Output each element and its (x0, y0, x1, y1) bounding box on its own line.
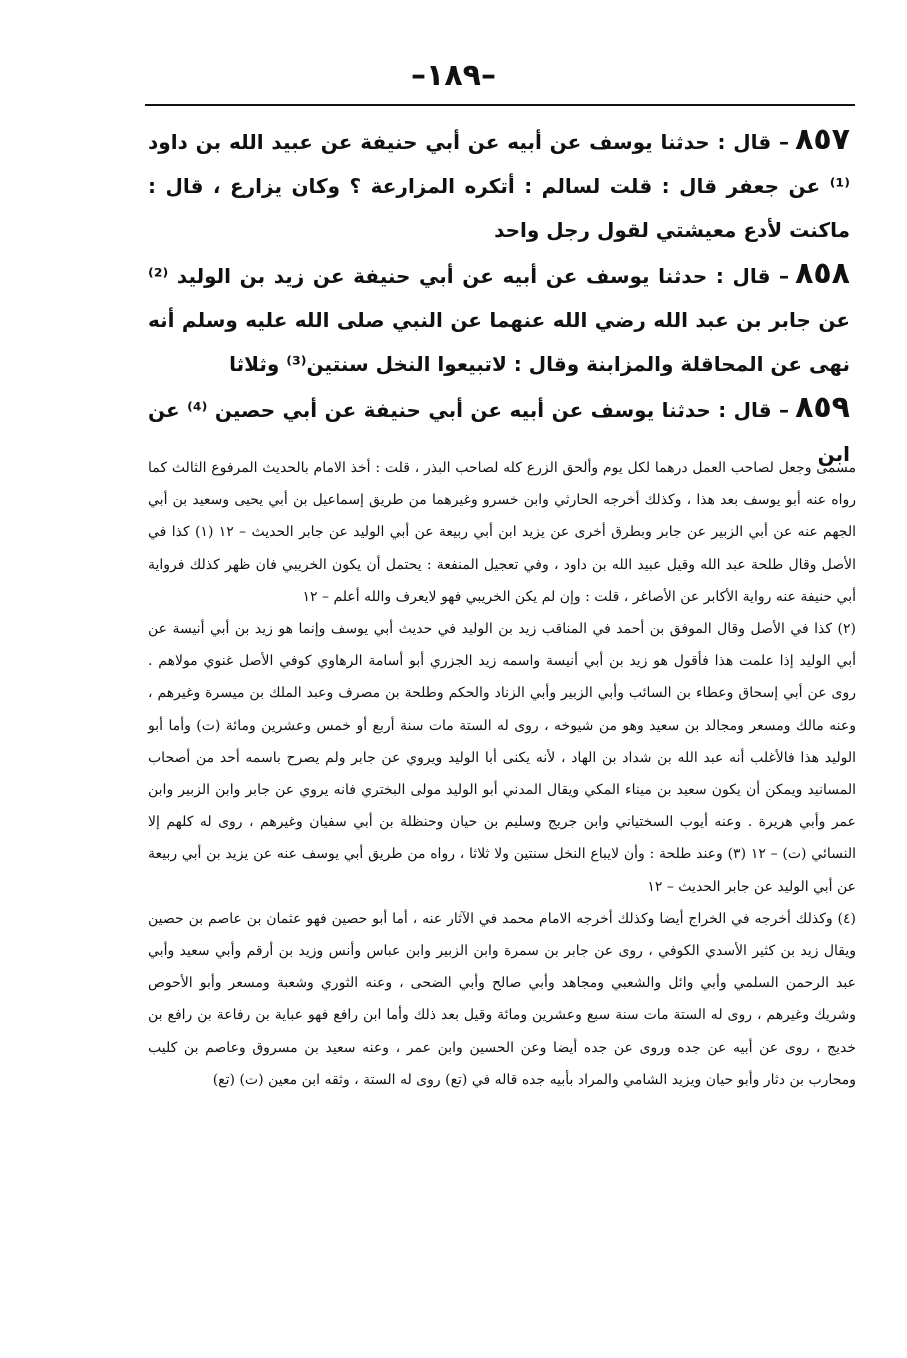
hadith-number: ٨٥٨ (795, 256, 850, 291)
hadith-text: – قال : حدثنا يوسف عن أبيه عن أبي حنيفة عن أبي حصين ⁽⁴⁾ عن ابن (148, 398, 850, 466)
footnote-paragraph: (٢) كذا في الأصل وقال الموفق بن أحمد في المناقب زيد بن الوليد في حديث أبي يوسف وإنما هو زيد بن أبي أنيسة عن أبي الوليد إذا علمت هذا فأقول هو زيد بن أبي أنيسة واسمه زيد الجزري أبو أسامة الرهاوي كوفي الأصل غنوي مولاهم . روى عن أبي إسحاق وعطاء بن السائب وأبي الزبير وأبي الزناد والحكم وطلحة بن مصرف وعبد الملك بن ميسرة وغيرهم ، وعنه مالك ومسعر ومجالد بن سعيد وهو من شيوخه ، روى له الستة مات سنة أربع أو خمس وعشرين ومائة (ت) وأما أبو الوليد هذا فالأغلب أنه عبد الله بن شداد بن الهاد ، لأنه يكنى أبا الوليد ويروي عن جابر ولم يصرح باسمه أحد من أصحاب المسانيد ويمكن أن يكون سعيد بن ميناء المكي ويقال المدني أبو الوليد مولى البختري فانه يروي عن جابر وابن الزبير وابن عمر وأبي هريرة . وعنه أيوب السختياني وابن جريج وسليم بن حيان وحنظلة بن أبي سفيان وغيرهم ، روى له كلهم إلا النسائي (ت) – ١٢ (٣) وعند طلحة : وأن لايباع النخل سنتين ولا ثلاثا ، رواه من طريق أبي يوسف عنه عن يزيد بن أبي ربيعة عن أبي الوليد عن جابر الحديث – ١٢ (148, 621, 856, 895)
hadith-number: ٨٥٧ (795, 122, 850, 157)
header-rule (145, 104, 855, 106)
footnotes (148, 452, 856, 1096)
main-text (148, 118, 850, 476)
hadith-858 (148, 252, 850, 386)
hadith-number: ٨٥٩ (795, 390, 850, 425)
page-number: –١٨٩– (411, 58, 496, 93)
hadith-text: – قال : حدثنا يوسف عن أبيه عن أبي حنيفة عن عبيد الله بن داود ⁽¹⁾ عن جعفر قال : قلت لسالم : أتكره المزارعة ؟ وكان يزارع ، قال : ماكنت لأدع معيشتي لقول رجل واحد (148, 130, 850, 242)
footnote-paragraph: (٤) وكذلك أخرجه في الخراج أيضا وكذلك أخرجه الامام محمد في الآثار عنه ، أما أبو حصين فهو عثمان بن عاصم بن حصين ويقال زيد بن كثير الأسدي الكوفي ، روى عن جابر بن سمرة وابن الزبير وابن عباس وأنس وزيد بن أرقم وأبي سعيد وأبي عبد الرحمن السلمي وأبي وائل والشعبي ومجاهد وأبي صالح وأبي الضحى ، وعنه الثوري وشعبة ومسعر وأبو الأحوص وشريك وغيرهم ، روى له الستة مات سنة سبع وعشرين ومائة وقيل بعد ذلك وأما ابن رافع فهو عباية بن رفاعة بن رافع بن خديج ، روى عن أبيه عن جده وروى عن جده أيضا وعن الحسين وابن عمر ، وعنه سعيد بن مسروق وعاصم بن كليب ومحارب بن دثار وأبو حيان ويزيد الشامي والمراد بأبيه جده قاله في (تع) روى له الستة ، وثقه ابن معين (ت) (تع) (148, 910, 856, 1088)
hadith-857 (148, 118, 850, 252)
hadith-text: – قال : حدثنا يوسف عن أبيه عن أبي حنيفة عن زيد بن الوليد ⁽²⁾ عن جابر بن عبد الله رضي الله عنهما عن النبي صلى الله عليه وسلم أنه نهى عن المحاقلة والمزابنة وقال : لاتبيعوا النخل سنتين⁽³⁾ وثلاثا (148, 264, 850, 376)
footnote-paragraph: مسمى وجعل لصاحب العمل درهما لكل يوم وألحق الزرع كله لصاحب البذر ، قلت : أخذ الامام بالحديث المرفوع الثالث كما رواه عنه أبو يوسف بعد هذا ، وكذلك أخرجه الحارثي وابن خسرو وغيرهما من طريق إسماعيل بن أبي يحيى وسعيد بن أبي الجهم عنه عن أبي الزبير عن جابر وبطرق أخرى عن يزيد ابن أبي ربيعة عن أبي الوليد عن جابر الحديث – ١٢ (١) كذا في الأصل وقال طلحة عبد الله وقيل عبيد الله بن داود ، وفي تعجيل المنفعة : يحتمل أن يكون الخريبي فان ظهر كذلك فرواية أبي حنيفة عنه رواية الأكابر عن الأصاغر ، قلت : وإن لم يكن الخريبي فهو لايعرف والله أعلم – ١٢ (148, 460, 856, 605)
